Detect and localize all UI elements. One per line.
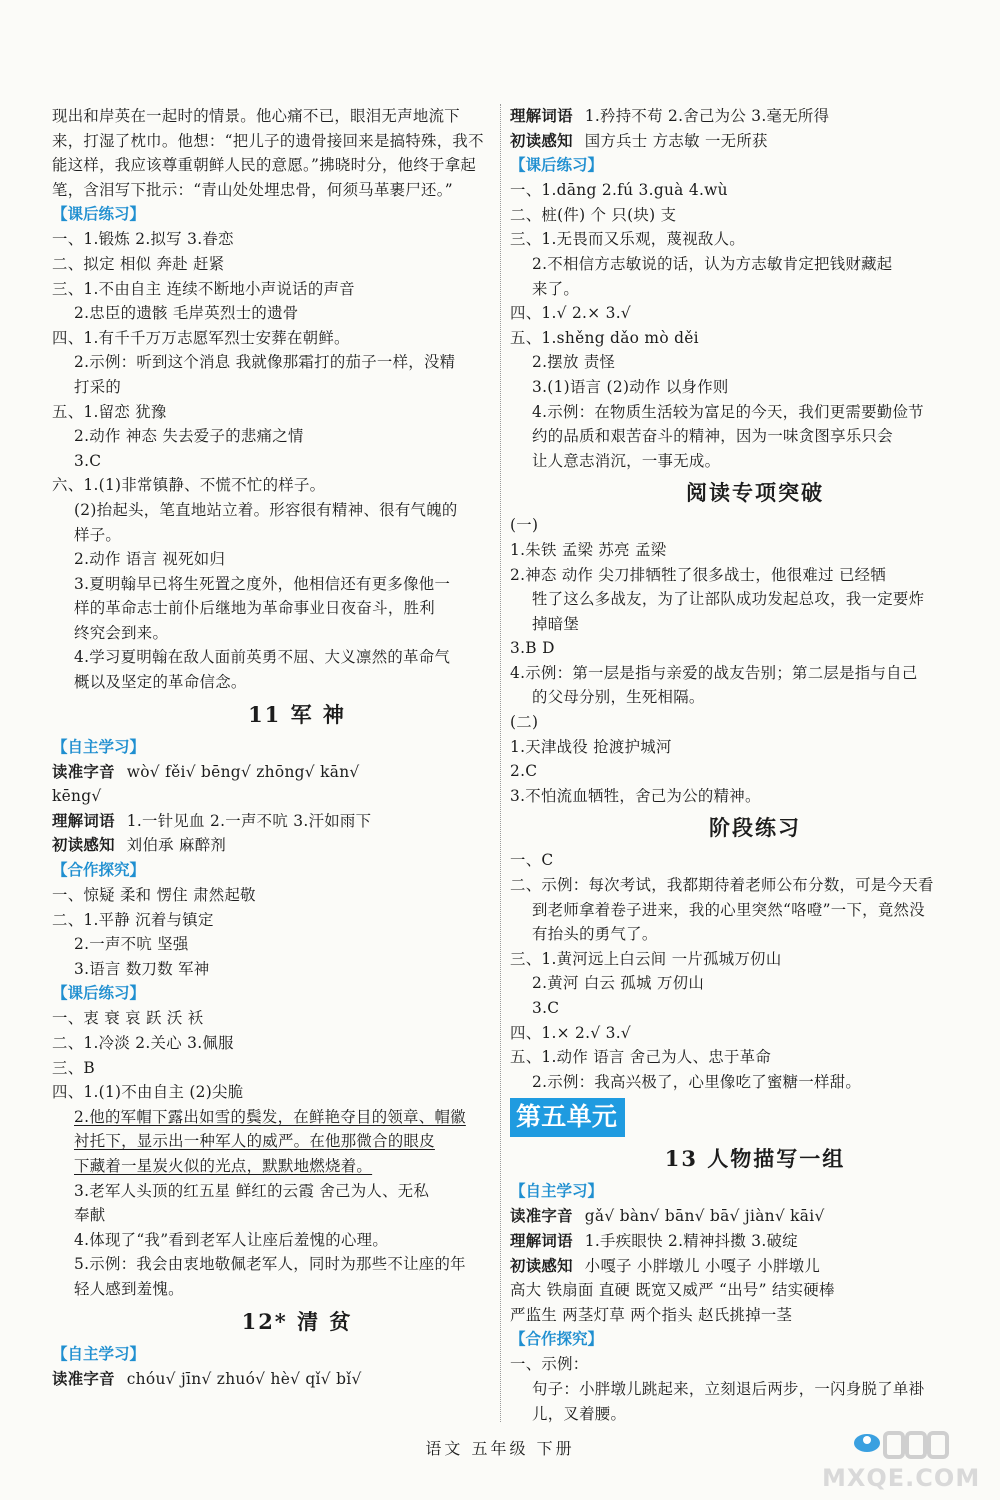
answer-line: 三、1.黄河远上白云间 一片孤城万仞山 — [510, 949, 782, 968]
answer-line: 有抬头的勇气了。 — [532, 925, 658, 944]
answer-line: 2.动作 神态 失去爱子的悲痛之情 — [74, 427, 304, 446]
answer-label: 理解词语 — [52, 811, 115, 830]
answer-line: (一) — [510, 516, 539, 535]
answer-line: 一、惊疑 柔和 愣住 肃然起敬 — [52, 886, 256, 905]
answer-line: 严监生 两茎灯草 两个指头 赵氏挑掉一茎 — [510, 1305, 793, 1324]
answer-text: 1.一针见血 2.一声不吭 3.汗如雨下 — [126, 811, 372, 830]
left-column — [52, 104, 542, 1391]
answer-label: 理解词语 — [510, 1231, 573, 1250]
lesson-title: 12* 清 贫 — [241, 1308, 353, 1334]
answer-line: 让人意志消沉，一事无成。 — [532, 451, 721, 470]
answer-line: 样的革命志士前仆后继地为革命事业日夜奋斗，胜利 — [74, 599, 435, 618]
answer-line: 打采的 — [74, 377, 122, 396]
answer-line: 现出和岸英在一起时的情景。他心痛不已，眼泪无声地流下 — [52, 107, 460, 125]
answer-line: 1.天津战役 抢渡护城河 — [510, 737, 672, 756]
answer-line: 高大 铁扇面 直硬 既宽又威严 “出号” 结实硬棒 — [510, 1281, 835, 1300]
answer-line: 3.B D — [510, 639, 555, 658]
answer-line: 2.C — [510, 762, 538, 781]
answer-line: 约的品质和艰苦奋斗的精神，因为一味贪图享乐只会 — [532, 427, 893, 446]
answer-label: 理解词语 — [510, 107, 573, 125]
section-heading: 【自主学习】 — [510, 1182, 604, 1201]
underlined-text: 下藏着一星炭火似的光点，默默地燃烧着。 — [74, 1156, 373, 1175]
answer-line: (2)抬起头，笔直地站立着。形容很有精神、很有气魄的 — [74, 500, 458, 519]
answer-line: 4.示例：在物质生活较为富足的今天，我们更需要勤俭节 — [532, 402, 924, 421]
answer-line: 二、1.冷淡 2.关心 3.佩服 — [52, 1034, 234, 1052]
answer-line: 来了。 — [532, 279, 580, 298]
labeled-answer-line — [510, 1229, 1000, 1254]
answer-line: 二、桩(件) 个 只(块) 支 — [510, 205, 677, 224]
answer-label: 读准字音 — [52, 1369, 115, 1388]
unit-banner — [510, 1094, 1000, 1139]
answer-line: 三、B — [52, 1058, 95, 1077]
section-heading: 【自主学习】 — [52, 737, 146, 756]
answer-text: 国方兵士 方志敏 一无所获 — [584, 131, 768, 150]
answer-text: 1.矜持不苟 2.舍己为公 3.毫无所得 — [584, 107, 830, 125]
answer-line: 2.示例：我高兴极了，心里像吃了蜜糖一样甜。 — [532, 1072, 862, 1091]
underlined-text: 2.他的军帽下露出如雪的鬓发，在鲜艳夺目的领章、帽徽 — [74, 1107, 466, 1126]
answer-line: 4.体现了“我”看到老军人让座后羞愧的心理。 — [74, 1230, 389, 1249]
answer-line: 3.(1)语言 (2)动作 以身作则 — [532, 377, 729, 396]
answer-line: 来，打湿了枕巾。他想：“把儿子的遗骨接回来是搞特殊，我不 — [52, 131, 484, 150]
answer-label: 初读感知 — [510, 1256, 573, 1275]
answer-text: 刘伯承 麻醉剂 — [126, 836, 227, 855]
answer-line: 四、1.有千千万万志愿军烈士安葬在朝鲜。 — [52, 328, 350, 347]
answer-line — [52, 1129, 542, 1154]
labeled-answer-line — [510, 1204, 1000, 1229]
answer-line: 一、1.锻炼 2.拟写 3.眷恋 — [52, 230, 234, 249]
right-column — [510, 104, 1000, 1426]
section-heading: 【课后练习】 — [52, 984, 146, 1003]
answer-line: 的父母分别，生死相隔。 — [532, 688, 705, 707]
answer-line — [52, 1105, 542, 1130]
lesson-title: 阶段练习 — [709, 815, 801, 841]
column-divider — [500, 104, 501, 1422]
answer-line: 一、衷 衰 哀 跃 沃 袄 — [52, 1009, 204, 1028]
answer-line: 五、1.留恋 犹豫 — [52, 402, 167, 421]
answer-line: 2.一声不吭 坚强 — [74, 935, 189, 954]
answer-label: 读准字音 — [510, 1207, 573, 1226]
labeled-answer-line — [52, 1367, 542, 1392]
answer-line: 3.C — [532, 999, 560, 1017]
answer-text: gǎ√ bàn√ bān√ bā√ jiàn√ kāi√ — [584, 1207, 825, 1226]
labeled-answer-line — [510, 129, 1000, 154]
answer-line: 4.示例：第一层是指与亲爱的战友告别；第二层是指与自己 — [510, 663, 918, 682]
answer-line: 到老师拿着卷子进来，我的心里突然“咯噔”一下，竟然没 — [532, 900, 925, 919]
answer-line: (二) — [510, 713, 539, 732]
answer-line: 掉暗堡 — [532, 614, 580, 633]
answer-line: 终究会到来。 — [74, 623, 169, 642]
answer-text: 1.手疾眼快 2.精神抖擞 3.破绽 — [584, 1231, 798, 1250]
answer-line: 4.学习夏明翰在敌人面前英勇不屈、大义凛然的革命气 — [74, 648, 451, 667]
section-heading: 【课后练习】 — [510, 156, 604, 175]
labeled-answer-line — [510, 1254, 1000, 1279]
answer-line: 3.C — [74, 451, 102, 470]
answer-text: chóu√ jīn√ zhuó√ hè√ qǐ√ bǐ√ — [126, 1369, 362, 1388]
labeled-answer-line — [52, 833, 542, 858]
answer-line: 四、1.(1)不由自主 (2)尖脆 — [52, 1083, 244, 1102]
answer-line: 2.神态 动作 尖刀排牺牲了很多战士，他很难过 已经牺 — [510, 565, 887, 584]
answer-line: 2.示例：听到这个消息 我就像那霜打的茄子一样，没精 — [74, 353, 456, 372]
section-heading: 【合作探究】 — [510, 1330, 604, 1349]
answer-line: 三、1.不由自主 连续不断地小声说话的声音 — [52, 279, 355, 298]
answer-line: 五、1.动作 语言 舍己为人、忠于革命 — [510, 1048, 772, 1067]
answer-line — [52, 1154, 542, 1179]
answer-text: wò√ fěi√ bēng√ zhōng√ kān√ — [126, 762, 360, 781]
lesson-title: 11 军 神 — [248, 701, 346, 727]
answer-line: 2.黄河 白云 孤城 万仞山 — [532, 974, 705, 993]
answer-line: 牲了这么多战友，为了让部队成功发起总攻，我一定要炸 — [532, 590, 925, 609]
answer-label: 初读感知 — [52, 836, 115, 855]
section-heading: 【合作探究】 — [52, 861, 146, 880]
answer-line: 样子。 — [74, 525, 122, 544]
answer-line: 二、1.平静 沉着与镇定 — [52, 910, 214, 929]
answer-line: 3.不怕流血牺牲，舍己为公的精神。 — [510, 786, 761, 805]
watermark: MXQE.COM — [822, 1464, 981, 1492]
lesson-title: 阅读专项突破 — [686, 480, 824, 506]
answer-line: 3.语言 数刀数 军神 — [74, 959, 210, 978]
answer-line: 轻人感到羞愧。 — [74, 1279, 184, 1298]
answer-line: 六、1.(1)非常镇静、不慌不忙的样子。 — [52, 476, 326, 495]
answer-text: 小嘎子 小胖墩儿 小嘎子 小胖墩儿 — [584, 1256, 821, 1275]
labeled-answer-line — [52, 809, 542, 834]
labeled-answer-line — [52, 760, 542, 785]
answer-line: 四、1.√ 2.× 3.√ — [510, 304, 632, 323]
answer-line: 一、示例： — [510, 1355, 589, 1374]
answer-line: 句子：小胖墩儿跳起来，立刻退后两步，一闪身脱了单褂 — [532, 1379, 925, 1398]
answer-line: 五、1.shěng dǎo mò děi — [510, 328, 699, 347]
answer-line: 2.不相信方志敏说的话，认为方志敏肯定把钱财藏起 — [532, 254, 893, 273]
answer-line: 一、C — [510, 851, 554, 870]
lesson-title: 13 人物描写一组 — [664, 1146, 846, 1172]
answer-line: 2.动作 语言 视死如归 — [74, 550, 226, 569]
answer-label: 读准字音 — [52, 762, 115, 781]
answer-line: 1.朱铁 孟梁 苏亮 孟梁 — [510, 540, 667, 559]
section-heading: 【自主学习】 — [52, 1344, 146, 1363]
answer-line: 3.老军人头顶的红五星 鲜红的云霞 舍己为人、无私 — [74, 1181, 430, 1200]
answer-line: 一、1.dāng 2.fú 3.guà 4.wù — [510, 181, 728, 200]
answer-line: 二、拟定 相似 奔赴 赶紧 — [52, 254, 225, 273]
answer-line: 二、示例：每次考试，我都期待着老师公布分数，可是今天看 — [510, 876, 934, 895]
answer-line: kēng√ — [52, 787, 102, 806]
answer-line: 概以及坚定的革命信念。 — [74, 673, 247, 692]
unit-title: 第五单元 — [510, 1098, 625, 1137]
answer-line: 5.示例：我会由衷地敬佩老军人，同时为那些不让座的年 — [74, 1255, 466, 1274]
labeled-answer-line — [510, 104, 1000, 129]
section-heading: 【课后练习】 — [52, 205, 146, 224]
answer-label: 初读感知 — [510, 131, 573, 150]
underlined-text: 衬托下，显示出一种军人的威严。在他那微合的眼皮 — [74, 1132, 435, 1151]
answer-line: 能这样，我应该尊重朝鲜人民的意愿。”拂晓时分，他终于拿起 — [52, 156, 477, 175]
answer-line: 笔，含泪写下批示：“青山处处埋忠骨，何须马革裹尸还。” — [52, 180, 453, 199]
answer-line: 三、1.无畏而又乐观，蔑视敌人。 — [510, 230, 745, 249]
answer-line: 奉献 — [74, 1206, 106, 1225]
answer-logo-icon — [845, 1425, 963, 1465]
answer-line: 3.夏明翰早已将生死置之度外，他相信还有更多像他一 — [74, 574, 451, 593]
page-footer: 语文 五年级 下册 — [425, 1439, 575, 1458]
answer-line: 2.摆放 责怪 — [532, 353, 616, 372]
answer-line: 儿，叉着腰。 — [532, 1404, 627, 1423]
answer-line: 2.忠臣的遗骸 毛岸英烈士的遗骨 — [74, 304, 299, 323]
answer-line: 四、1.× 2.√ 3.√ — [510, 1023, 632, 1042]
